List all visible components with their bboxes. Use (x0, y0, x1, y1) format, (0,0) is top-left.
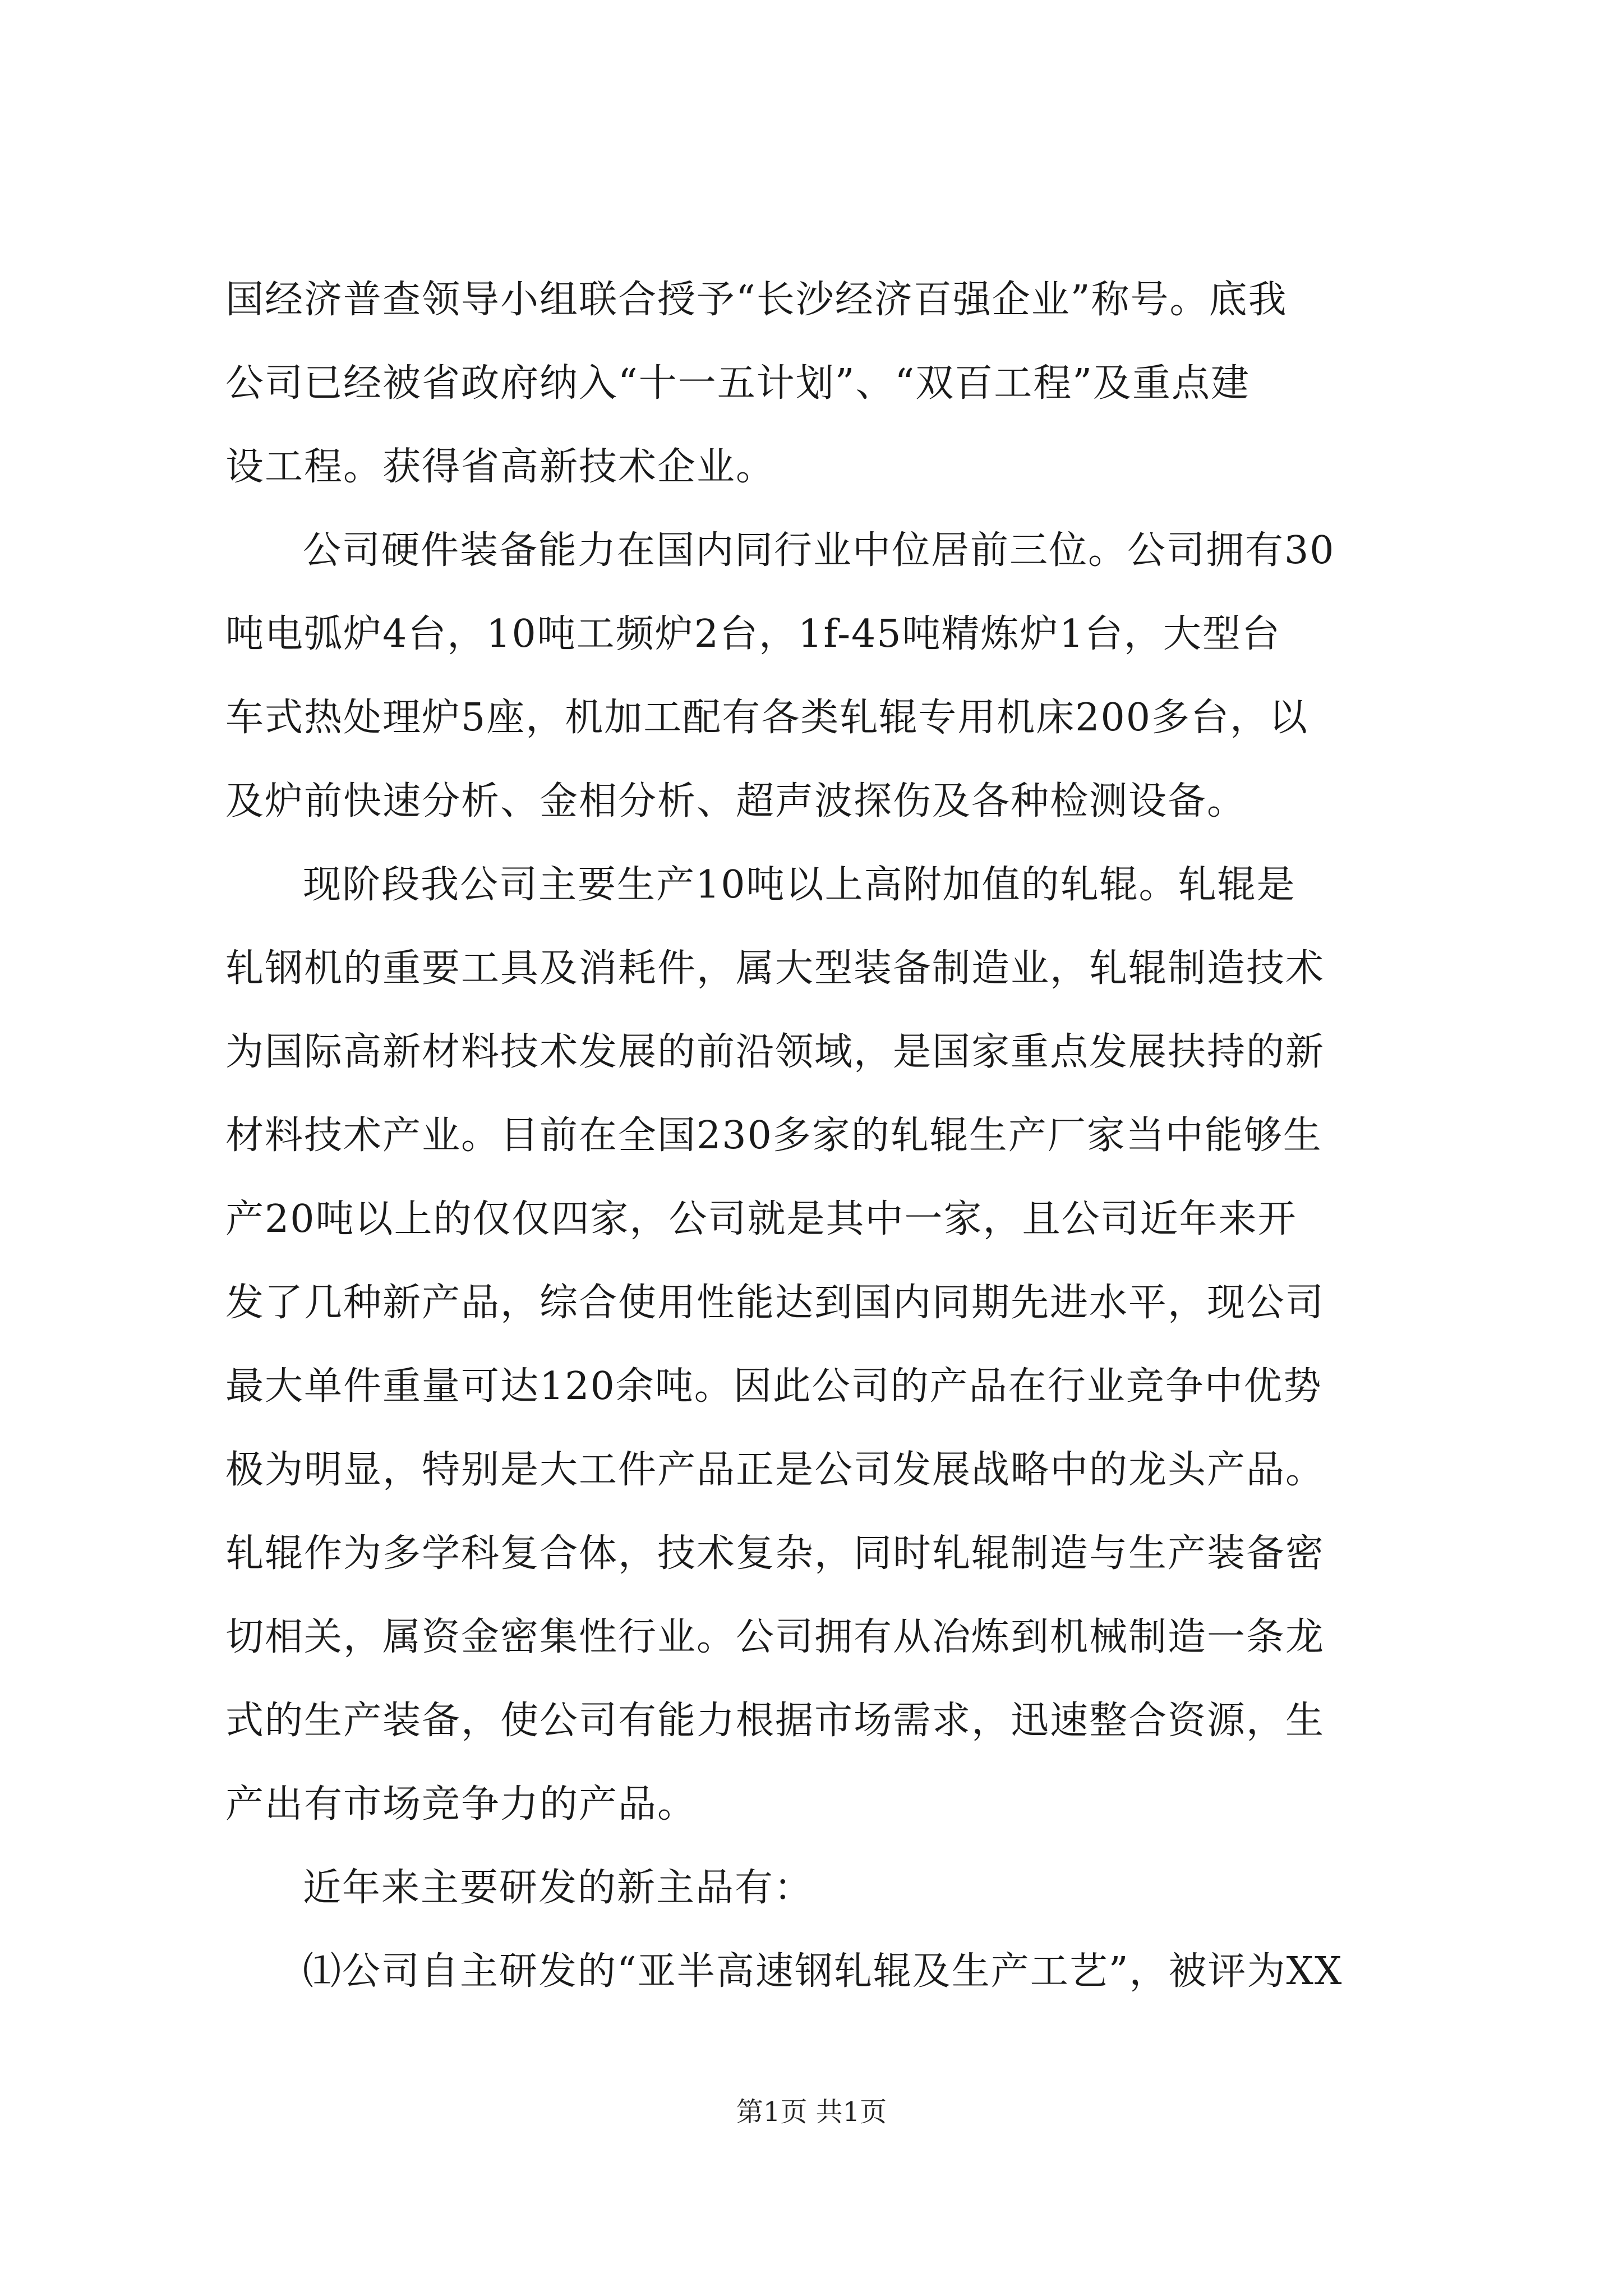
text-line: 车式热处理炉5座，机加工配有各类轧辊专用机床200多台，以 (225, 696, 1309, 740)
text-line: 极为明显，特别是大工件产品正是公司发展战略中的龙头产品。 (225, 1448, 1325, 1492)
document-body (225, 258, 1414, 2013)
text-line: 发了几种新产品，综合使用性能达到国内同期先进水平，现公司 (225, 1281, 1325, 1325)
text-line: 公司已经被省政府纳入“十一五计划”、“双百工程”及重点建 (225, 361, 1251, 406)
text-line: 材料技术产业。目前在全国230多家的轧辊生产厂家当中能够生 (225, 1114, 1322, 1158)
text-line: 式的生产装备，使公司有能力根据市场需求，迅速整合资源，生 (225, 1699, 1325, 1743)
text-line: 产20吨以上的仅仅四家，公司就是其中一家，且公司近年来开 (225, 1197, 1297, 1241)
text-line: 产出有市场竞争力的产品。 (225, 1782, 697, 1826)
text-line: 轧钢机的重要工具及消耗件，属大型装备制造业，轧辊制造技术 (225, 946, 1325, 991)
text-line: 切相关，属资金密集性行业。公司拥有从冶炼到机械制造一条龙 (225, 1615, 1325, 1659)
text-line: 设工程。获得省高新技术企业。 (225, 445, 776, 489)
text-line: 及炉前快速分析、金相分析、超声波探伤及各种检测设备。 (225, 779, 1247, 823)
text-line: 轧辊作为多学科复合体，技术复杂，同时轧辊制造与生产装备密 (225, 1531, 1325, 1576)
text-line: 吨电弧炉4台，10吨工频炉2台，1f-45吨精炼炉1台，大型台 (225, 612, 1281, 656)
paragraph-equipment (225, 509, 1414, 843)
text-line: 为国际高新材料技术发展的前沿领域，是国家重点发展扶持的新 (225, 1030, 1325, 1074)
paragraph-list-item-1 (225, 1930, 1414, 2013)
page-number-label: 第1页 共1页 (736, 2096, 887, 2128)
text-line: 最大单件重量可达120余吨。因此公司的产品在行业竞争中优势 (225, 1364, 1322, 1409)
text-line: 近年来主要研发的新主品有： (303, 1866, 814, 1910)
text-line: 公司硬件装备能力在国内同行业中位居前三位。公司拥有30 (303, 528, 1335, 573)
page-footer (0, 2095, 1623, 2129)
text-line: 国经济普查领导小组联合授予“长沙经济百强企业”称号。底我 (225, 278, 1288, 322)
text-line: 现阶段我公司主要生产10吨以上高附加值的轧辊。轧辊是 (303, 863, 1296, 907)
paragraph-products (225, 843, 1414, 1846)
paragraph-new-products-heading (225, 1846, 1414, 1930)
paragraph-honors (225, 258, 1414, 509)
text-line: ⑴公司自主研发的“亚半高速钢轧辊及生产工艺”，被评为XX (303, 1949, 1343, 1994)
